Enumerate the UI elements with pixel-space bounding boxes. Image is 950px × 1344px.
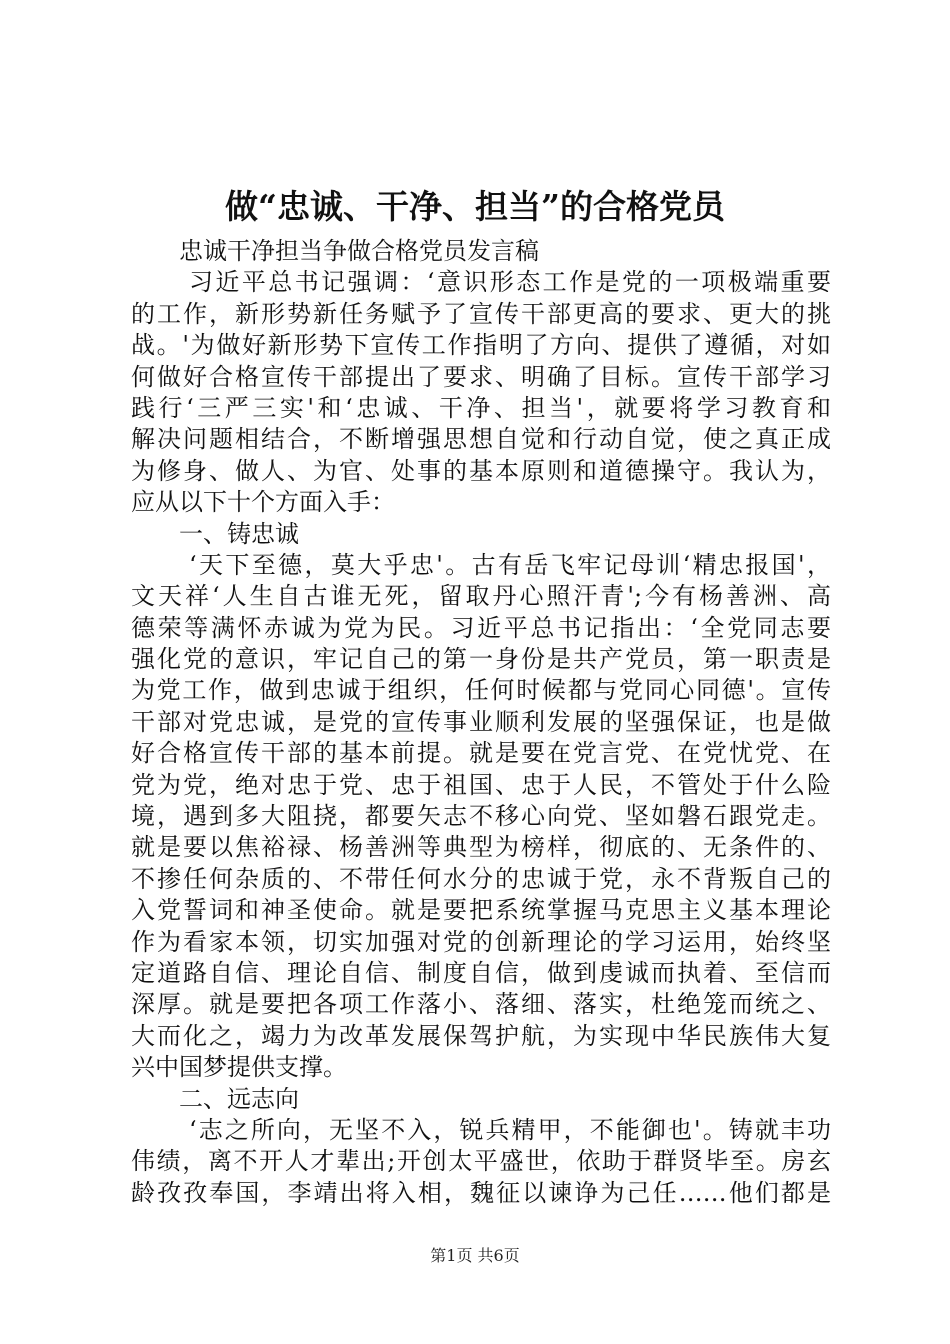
body-line: 干部对党忠诚，是党的宣传事业顺利发展的坚强保证，也是做 bbox=[131, 707, 831, 736]
body-line: 为党工作，做到忠诚于组织，任何时候都与党同心同德'。宣传 bbox=[131, 676, 831, 705]
body-line: 大而化之，竭力为改革发展保驾护航，为实现中华民族伟大复 bbox=[131, 1021, 831, 1050]
body-line: 的工作，新形势新任务赋予了宣传干部更高的要求、更大的挑 bbox=[131, 299, 831, 328]
body-line: 党为党，绝对忠于党、忠于祖国、忠于人民，不管处于什么险 bbox=[131, 770, 831, 799]
body-line: 深厚。就是要把各项工作落小、落细、落实，杜绝笼而统之、 bbox=[131, 990, 831, 1019]
body-line: 不掺任何杂质的、不带任何水分的忠诚于党，永不背叛自己的 bbox=[131, 864, 831, 893]
body-line: 境，遇到多大阻挠，都要矢志不移心向党、坚如磐石跟党走。 bbox=[131, 802, 831, 831]
body-line: ‘志之所向，无坚不入，锐兵精甲，不能御也'。铸就丰功 bbox=[189, 1115, 831, 1144]
document-title: 做“忠诚、干净、担当”的合格党员 bbox=[225, 187, 725, 226]
body-line: 龄孜孜奉国，李靖出将入相，魏征以谏诤为己任……他们都是 bbox=[131, 1178, 831, 1207]
body-line: 习近平总书记强调：‘意识形态工作是党的一项极端重要 bbox=[189, 268, 831, 297]
body-line: 作为看家本领，切实加强对党的创新理论的学习运用，始终坚 bbox=[131, 927, 831, 956]
body-line: 践行‘三严三实'和‘忠诚、干净、担当'，就要将学习教育和 bbox=[131, 393, 831, 422]
body-line: 兴中国梦提供支撑。 bbox=[131, 1053, 347, 1082]
body-line: ‘天下至德，莫大乎忠'。古有岳飞牢记母训‘精忠报国'， bbox=[189, 550, 831, 579]
body-line: 战。'为做好新形势下宣传工作指明了方向、提供了遵循，对如 bbox=[131, 331, 831, 360]
body-line: 为修身、做人、为官、处事的基本原则和道德操守。我认为， bbox=[131, 456, 831, 485]
body-line: 入党誓词和神圣使命。就是要把系统掌握马克思主义基本理论 bbox=[131, 896, 831, 925]
body-line: 就是要以焦裕禄、杨善洲等典型为榜样，彻底的、无条件的、 bbox=[131, 833, 831, 862]
body-line: 何做好合格宣传干部提出了要求、明确了目标。宣传干部学习 bbox=[131, 362, 831, 391]
body-line: 德荣等满怀赤诚为党为民。习近平总书记指出：‘全党同志要 bbox=[131, 613, 831, 642]
body-line: 强化党的意识，牢记自己的第一身份是共产党员，第一职责是 bbox=[131, 645, 831, 674]
body-line: 定道路自信、理论自信、制度自信，做到虔诚而执着、至信而 bbox=[131, 958, 831, 987]
body-line: 文天祥‘人生自古谁无死，留取丹心照汗青';今有杨善洲、高 bbox=[131, 582, 831, 611]
body-line: 忠诚干净担当争做合格党员发言稿 bbox=[179, 237, 539, 265]
body-line: 解决问题相结合，不断增强思想自觉和行动自觉，使之真正成 bbox=[131, 425, 831, 454]
body-line: 好合格宣传干部的基本前提。就是要在党言党、在党忧党、在 bbox=[131, 739, 831, 768]
body-line: 二、远志向 bbox=[179, 1084, 299, 1113]
body-line: 应从以下十个方面入手： bbox=[131, 488, 395, 517]
body-line: 伟绩，离不开人才辈出;开创太平盛世，依助于群贤毕至。房玄 bbox=[131, 1147, 831, 1176]
document-body bbox=[131, 236, 831, 1209]
body-line: 一、铸忠诚 bbox=[179, 519, 299, 548]
page-footer: 第1页 共6页 bbox=[430, 1246, 520, 1265]
